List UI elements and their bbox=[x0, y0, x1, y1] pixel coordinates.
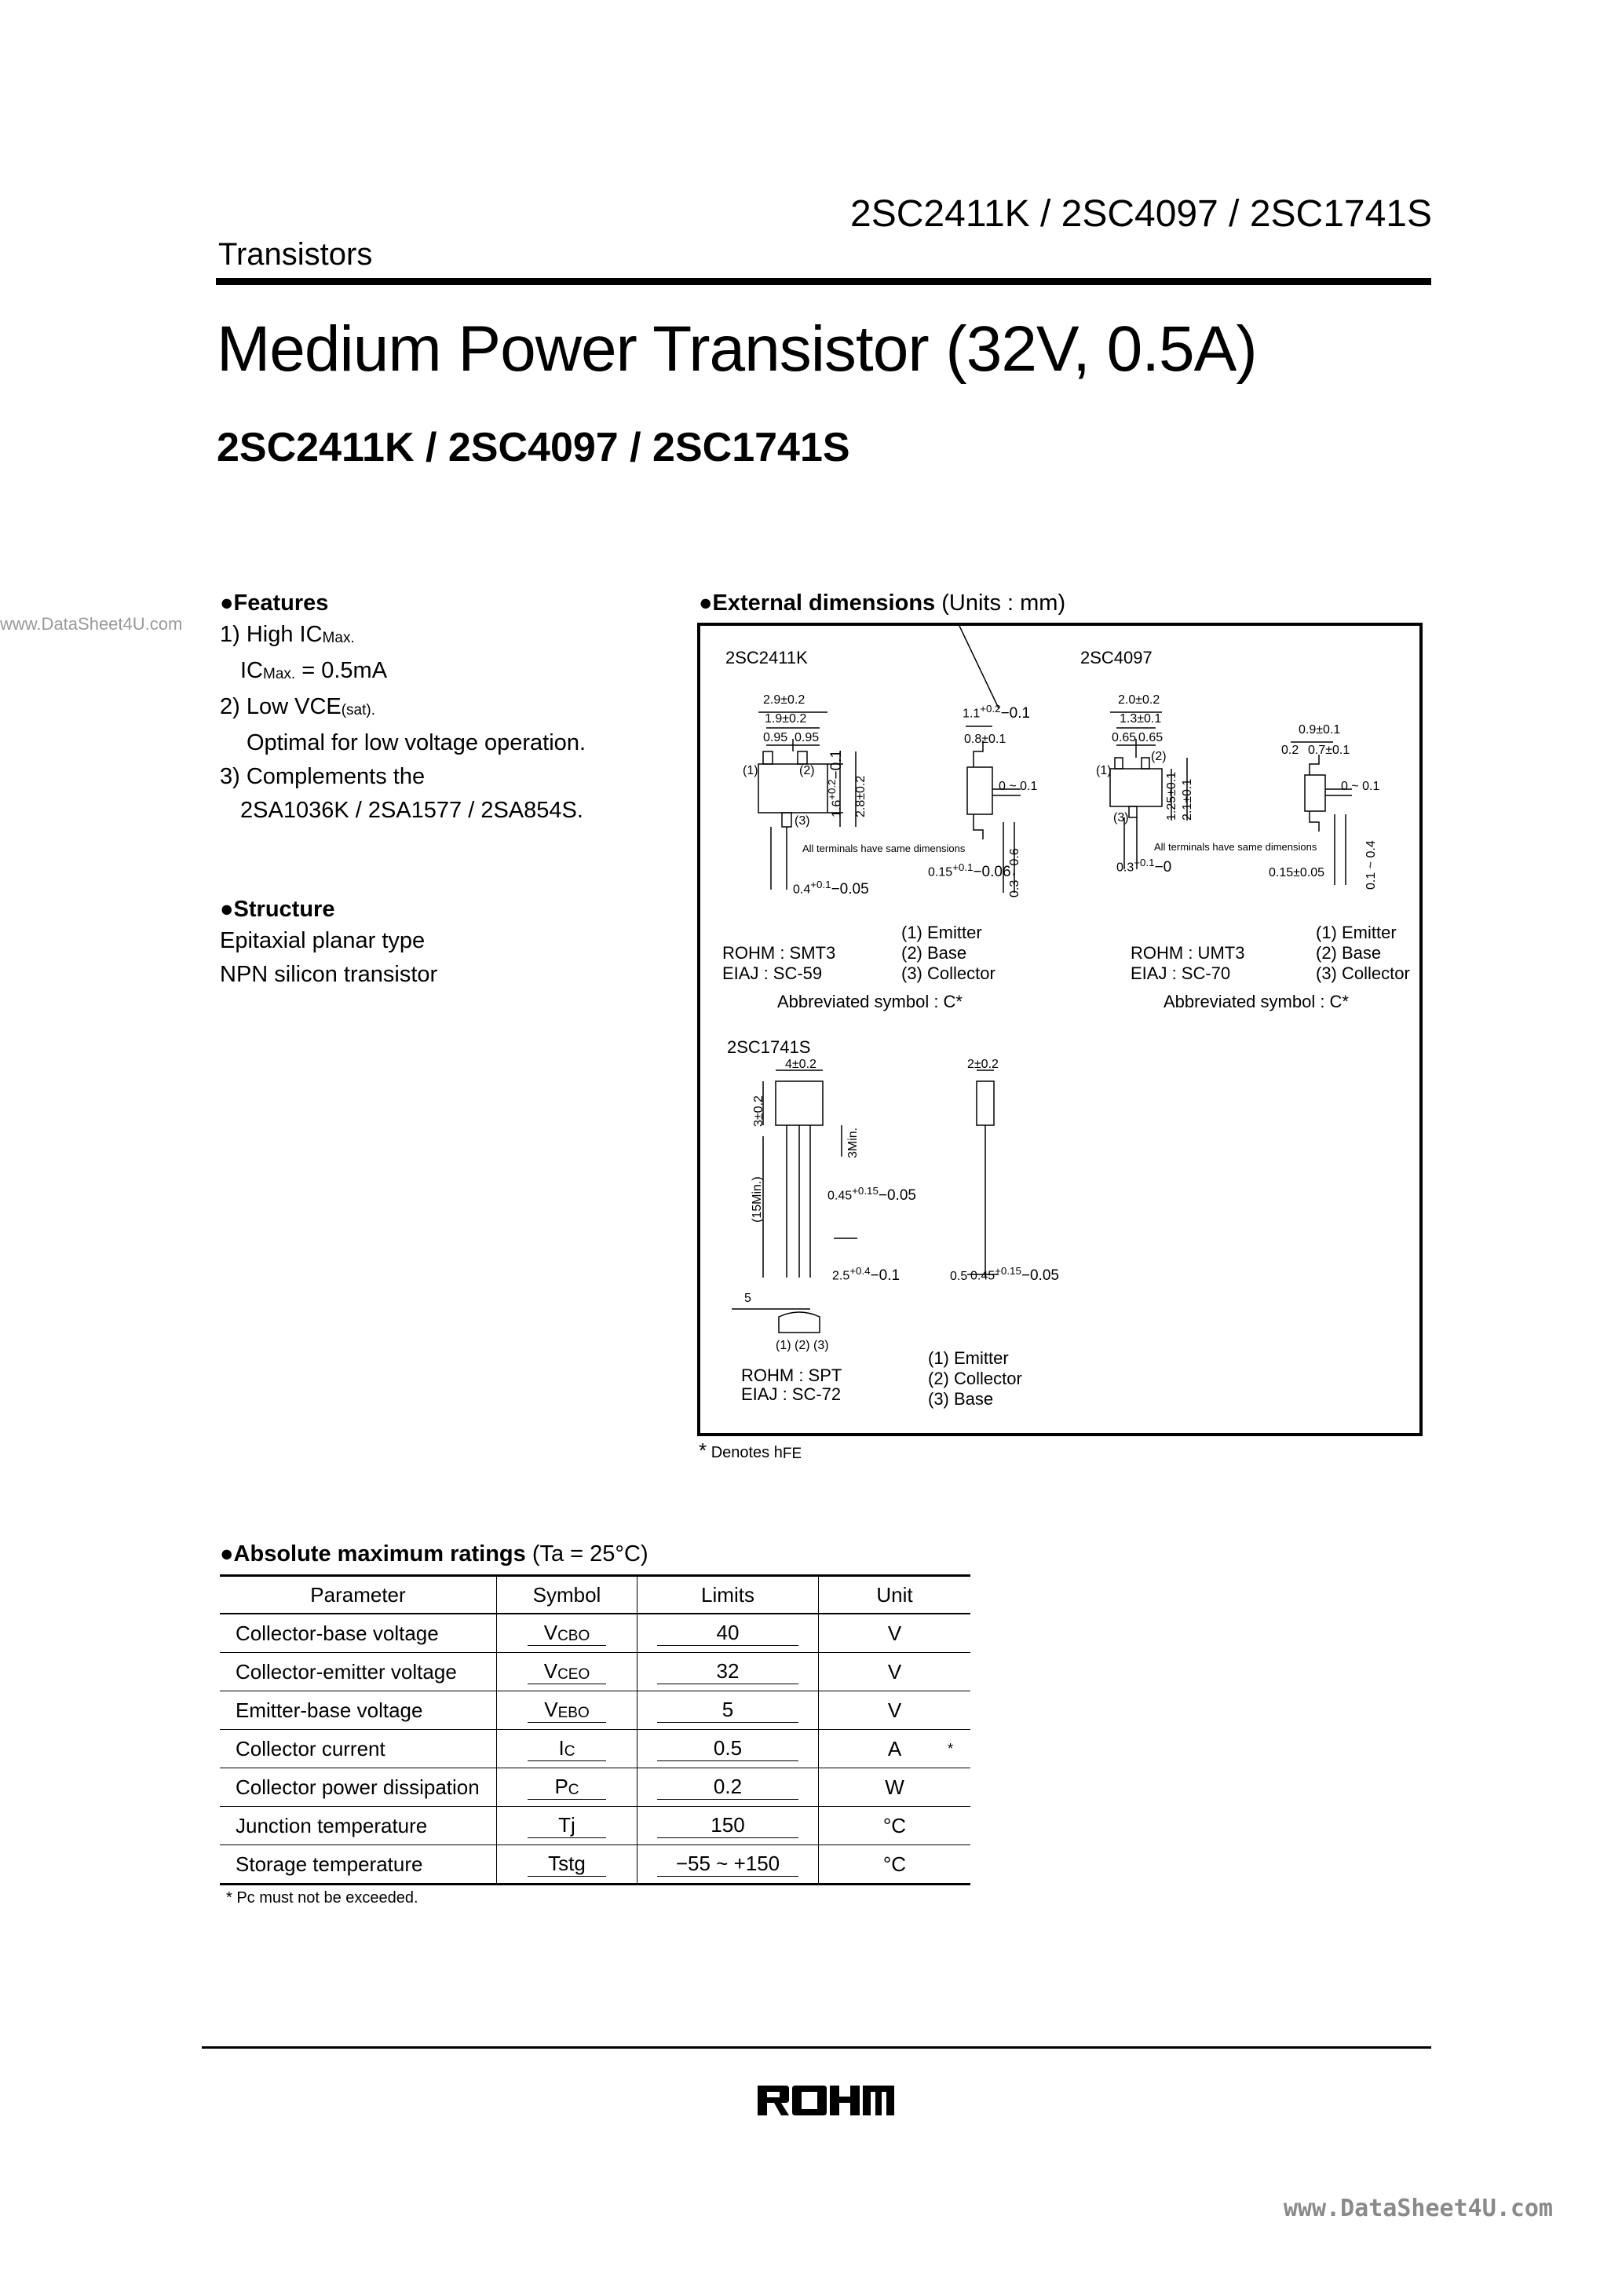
umt3-abbr: Abbreviated symbol : C* bbox=[1164, 992, 1349, 1011]
table-row bbox=[220, 1845, 970, 1885]
spt-dim: 3±0.2 bbox=[752, 1095, 765, 1127]
feature-1: 1) High $IC_{Max.}$ bbox=[220, 622, 355, 647]
cell-parameter: Storage temperature bbox=[220, 1845, 497, 1885]
col-unit: Unit bbox=[819, 1576, 971, 1614]
features-section bbox=[220, 590, 586, 828]
umt3-dim: 0.65 bbox=[1112, 731, 1137, 744]
header-rule bbox=[216, 278, 1431, 285]
umt3-dim: 0.65 bbox=[1138, 731, 1164, 744]
bullet-icon: ● bbox=[220, 897, 234, 922]
cell-parameter: Collector-emitter voltage bbox=[220, 1653, 497, 1691]
feature-1-detail: $IC_{Max.} = 0.5mA$ bbox=[240, 658, 388, 683]
umt3-pin: (3) bbox=[1113, 811, 1129, 824]
umt3-pkg: ROHM : UMT3 bbox=[1131, 943, 1245, 963]
cell-parameter: Collector current bbox=[220, 1730, 497, 1768]
smt3-dim: 0.95 bbox=[795, 731, 820, 744]
cell-limits: 0.5 bbox=[637, 1730, 819, 1768]
smt3-dim: 2.9±0.2 bbox=[763, 693, 806, 707]
cell-unit: A * bbox=[819, 1730, 971, 1768]
umt3-dim: 0.2 bbox=[1281, 744, 1299, 757]
spt-dim: $2.5^{+0.4}_{-0.1}$ bbox=[832, 1265, 901, 1285]
feature-2: 2) Low $VCE_{(sat).}$ bbox=[220, 694, 376, 719]
ratings-heading: ●Absolute maximum ratings (Ta = 25°C) bbox=[220, 1541, 648, 1567]
header-category: Transistors bbox=[218, 237, 373, 272]
smt3-pin-1: (1) Emitter bbox=[901, 923, 982, 942]
umt3-pin-1: (1) Emitter bbox=[1316, 923, 1397, 942]
structure-line: NPN silicon transistor bbox=[220, 962, 438, 987]
feature-3: 3) Complements the bbox=[220, 764, 426, 789]
header-part-numbers: 2SC2411K / 2SC4097 / 2SC1741S bbox=[850, 193, 1432, 235]
smt3-dim: 2.8±0.2 bbox=[854, 775, 868, 817]
bullet-icon: ● bbox=[220, 590, 234, 616]
table-header-row bbox=[220, 1576, 970, 1614]
umt3-pin: (1) bbox=[1096, 764, 1112, 777]
umt3-dim: 2.1±0.1 bbox=[1181, 778, 1194, 821]
spt-dim: $0.45^{+0.15}_{-0.05}$ bbox=[970, 1265, 1059, 1285]
structure-line: Epitaxial planar type bbox=[220, 928, 426, 953]
table-row bbox=[220, 1768, 970, 1807]
cell-limits: 0.2 bbox=[637, 1768, 819, 1807]
umt3-dim: 0.9±0.1 bbox=[1299, 723, 1341, 737]
spt-dim: $0.45^{+0.15}_{-0.05}$ bbox=[827, 1185, 916, 1205]
footnote-marker: * bbox=[947, 1741, 953, 1757]
cell-limits: 40 bbox=[637, 1614, 819, 1653]
smt3-dim: 0.8±0.1 bbox=[964, 733, 1006, 746]
cell-limits: −55 ~ +150 bbox=[637, 1845, 819, 1885]
smt3-dim: $1.6^{+0.2}_{-0.1}$ bbox=[826, 749, 846, 817]
cell-limits: 150 bbox=[637, 1807, 819, 1845]
spt-dim: (15Min.) bbox=[751, 1176, 764, 1223]
umt3-dim: 1.3±0.1 bbox=[1120, 712, 1162, 726]
ratings-footnote: * Pc must not be exceeded. bbox=[226, 1889, 418, 1907]
table-row bbox=[220, 1730, 970, 1768]
spt-pin-2: (2) Collector bbox=[928, 1369, 1022, 1388]
umt3-dim: 2.0±0.2 bbox=[1118, 693, 1160, 707]
ratings-table bbox=[220, 1574, 970, 1885]
table-row bbox=[220, 1807, 970, 1845]
spt-dim: 0.5 bbox=[950, 1270, 968, 1283]
spt-dim: 4±0.2 bbox=[785, 1058, 816, 1071]
spt-pin-numbers: (1) (2) (3) bbox=[776, 1339, 829, 1352]
spt-dim: 3Min. bbox=[846, 1127, 860, 1158]
smt3-eiaj: EIAJ : SC-59 bbox=[722, 963, 823, 983]
rohm-logo bbox=[756, 2081, 897, 2124]
umt3-dim: 0.15±0.05 bbox=[1269, 866, 1325, 879]
cell-symbol: $V_{CEO}$ bbox=[497, 1653, 637, 1691]
umt3-pin-3: (3) Collector bbox=[1316, 963, 1410, 983]
smt3-pin-3: (3) Collector bbox=[901, 963, 995, 983]
cell-symbol: $V_{CBO}$ bbox=[497, 1614, 637, 1653]
structure-section bbox=[220, 897, 437, 992]
umt3-dim: 0 ~ 0.1 bbox=[1341, 780, 1380, 793]
umt3-name: 2SC4097 bbox=[1080, 648, 1153, 667]
spt-dim: 2±0.2 bbox=[967, 1058, 999, 1071]
hfe-footnote: * Denotes $h_{FE}$ bbox=[699, 1439, 802, 1462]
page-title: Medium Power Transistor (32V, 0.5A) bbox=[217, 313, 1257, 385]
smt3-dim: $1.1^{+0.2}_{-0.1}$ bbox=[963, 703, 1031, 722]
features-heading: ●Features bbox=[220, 590, 329, 616]
spt-pin-3: (3) Base bbox=[928, 1389, 994, 1409]
umt3-dim: $0.3^{+0.1}_{-0}$ bbox=[1116, 857, 1172, 876]
dimensions-box bbox=[697, 623, 1423, 1436]
structure-heading: ●Structure bbox=[220, 897, 335, 922]
cell-unit: °C bbox=[819, 1807, 971, 1845]
bullet-icon: ● bbox=[699, 590, 713, 616]
cell-limits: 5 bbox=[637, 1691, 819, 1730]
cell-unit: V bbox=[819, 1653, 971, 1691]
smt3-dim: $0.15^{+0.1}_{-0.06}$ bbox=[928, 861, 1011, 881]
smt3-pin-2: (2) Base bbox=[901, 943, 967, 963]
umt3-dim: 0.7±0.1 bbox=[1308, 744, 1350, 757]
table-row bbox=[220, 1614, 970, 1653]
smt3-pin: (2) bbox=[799, 764, 815, 777]
cell-symbol: $V_{EBO}$ bbox=[497, 1691, 637, 1730]
spt-dim: 5 bbox=[744, 1292, 751, 1305]
smt3-dim: 0.95 bbox=[763, 731, 788, 744]
cell-unit: V bbox=[819, 1614, 971, 1653]
col-limits: Limits bbox=[637, 1576, 819, 1614]
smt3-dim: 0.3 ~ 0.6 bbox=[1008, 848, 1021, 898]
smt3-pin: (3) bbox=[795, 814, 810, 828]
watermark-right: www.DataSheet4U.com bbox=[1283, 2195, 1553, 2222]
col-symbol: Symbol bbox=[497, 1576, 637, 1614]
feature-2-detail: Optimal for low voltage operation. bbox=[247, 730, 586, 755]
spt-pin-1: (1) Emitter bbox=[928, 1348, 1009, 1368]
umt3-pin-2: (2) Base bbox=[1316, 943, 1382, 963]
umt3-pin: (2) bbox=[1151, 750, 1167, 763]
umt3-dim: 1.25±0.1 bbox=[1165, 771, 1178, 821]
smt3-dim: $0.4^{+0.1}_{-0.05}$ bbox=[793, 879, 869, 898]
cell-symbol: $P_C$ bbox=[497, 1768, 637, 1807]
table-row bbox=[220, 1653, 970, 1691]
cell-symbol: $I_C$ bbox=[497, 1730, 637, 1768]
smt3-pkg: ROHM : SMT3 bbox=[722, 943, 836, 963]
umt3-eiaj: EIAJ : SC-70 bbox=[1131, 963, 1231, 983]
page-subtitle: 2SC2411K / 2SC4097 / 2SC1741S bbox=[217, 425, 850, 470]
cell-parameter: Collector power dissipation bbox=[220, 1768, 497, 1807]
cell-parameter: Junction temperature bbox=[220, 1807, 497, 1845]
cell-parameter: Emitter-base voltage bbox=[220, 1691, 497, 1730]
spt-eiaj: EIAJ : SC-72 bbox=[741, 1384, 842, 1404]
smt3-name: 2SC2411K bbox=[725, 648, 808, 667]
spt-pkg: ROHM : SPT bbox=[741, 1366, 842, 1385]
table-row bbox=[220, 1691, 970, 1730]
bullet-icon: ● bbox=[220, 1541, 234, 1567]
dimensions-heading: ●External dimensions (Units : mm) bbox=[699, 590, 1066, 616]
watermark-left: www.DataSheet4U.com bbox=[0, 614, 183, 634]
smt3-note: All terminals have same dimensions bbox=[802, 843, 966, 854]
rohm-logo-mark bbox=[756, 2081, 897, 2120]
cell-limits: 32 bbox=[637, 1653, 819, 1691]
smt3-dim: 1.9±0.2 bbox=[765, 712, 807, 726]
spt-name: 2SC1741S bbox=[727, 1037, 811, 1057]
cell-unit: W bbox=[819, 1768, 971, 1807]
cell-parameter: Collector-base voltage bbox=[220, 1614, 497, 1653]
footer-rule bbox=[202, 2046, 1431, 2049]
cell-unit: V bbox=[819, 1691, 971, 1730]
cell-symbol: Tj bbox=[497, 1807, 637, 1845]
feature-3-detail: 2SA1036K / 2SA1577 / 2SA854S. bbox=[240, 798, 583, 823]
smt3-abbr: Abbreviated symbol : C* bbox=[777, 992, 963, 1011]
umt3-dim: 0.1 ~ 0.4 bbox=[1364, 840, 1378, 890]
cell-symbol: Tstg bbox=[497, 1845, 637, 1885]
smt3-dim: 0 ~ 0.1 bbox=[999, 780, 1038, 793]
umt3-note: All terminals have same dimensions bbox=[1154, 841, 1317, 853]
smt3-pin: (1) bbox=[743, 764, 758, 777]
cell-unit: °C bbox=[819, 1845, 971, 1885]
col-parameter: Parameter bbox=[220, 1576, 497, 1614]
